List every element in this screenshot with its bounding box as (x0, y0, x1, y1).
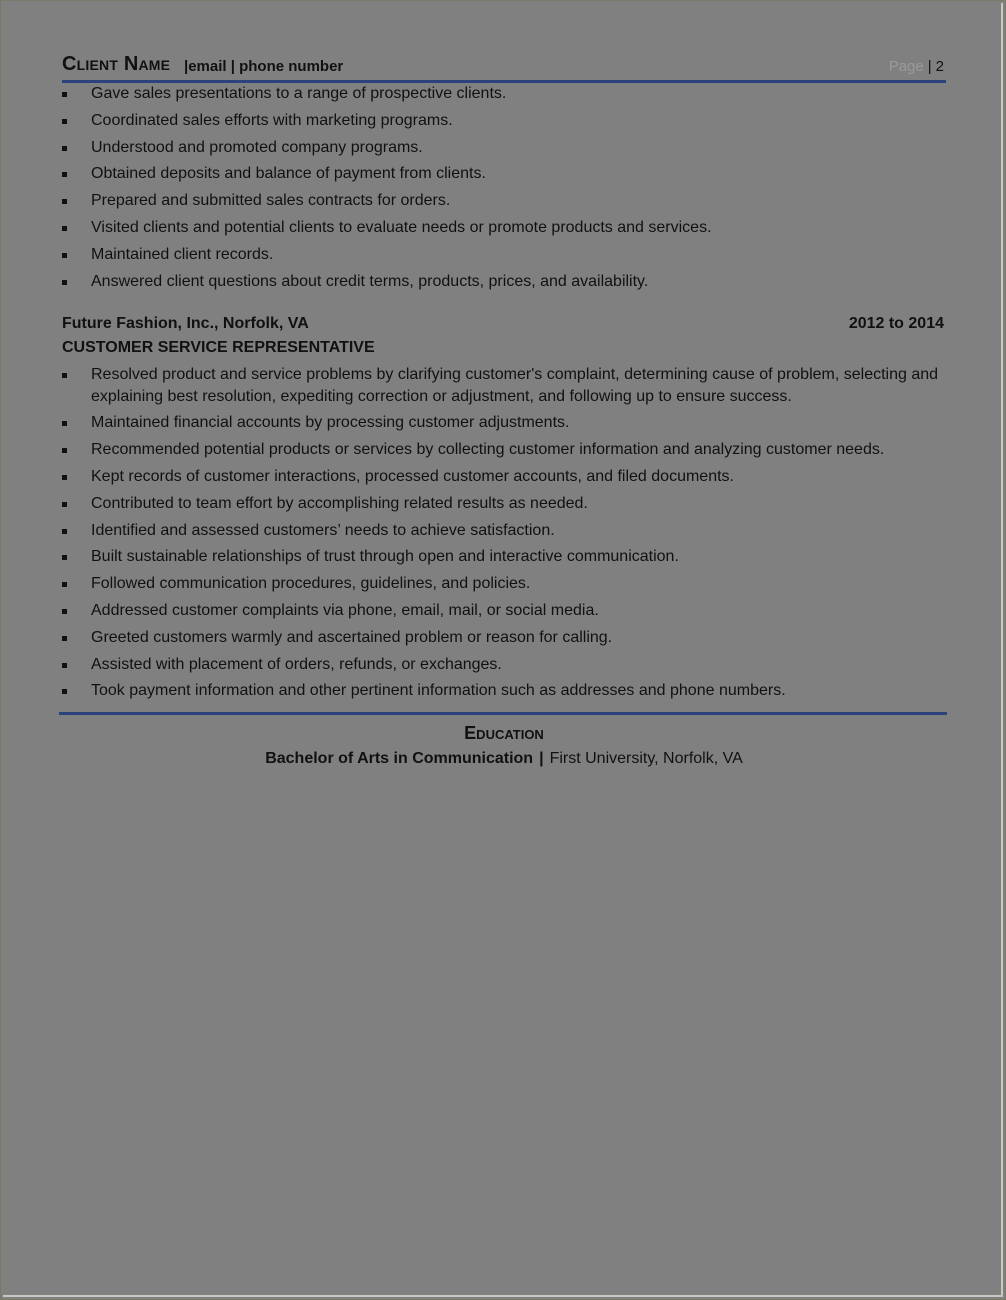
job-company: Future Fashion, Inc., Norfolk, VA (62, 314, 309, 332)
previous-job-bullets (62, 83, 946, 293)
page-header (62, 50, 946, 83)
list-item: Identified and assessed customers’ needs to achieve satisfaction. (62, 520, 946, 542)
list-item: Answered client questions about credit terms, products, prices, and availability. (62, 271, 946, 293)
job-title: CUSTOMER SERVICE REPRESENTATIVE (62, 338, 375, 356)
list-item: Visited clients and potential clients to evaluate needs or promote products and services. (62, 217, 946, 239)
list-item: Assisted with placement of orders, refunds, or exchanges. (62, 654, 946, 676)
list-item: Obtained deposits and balance of payment from clients. (62, 163, 946, 185)
list-item: Took payment information and other pertinent information such as addresses and phone numbers. (62, 680, 946, 702)
client-name: Client Name (62, 53, 171, 75)
list-item: Addressed customer complaints via phone, email, mail, or social media. (62, 600, 946, 622)
education-separator: | (539, 750, 544, 768)
list-item: Maintained financial accounts by processing customer adjustments. (62, 412, 946, 434)
education-heading: Education (464, 723, 544, 744)
list-item: Built sustainable relationships of trust through open and interactive communication. (62, 546, 946, 568)
list-item: Resolved product and service problems by clarifying customer's complaint, determining cause of problem, selecting and explaining best resolution, expediting correction or adjustment, and following up to ensure success. (62, 364, 946, 408)
page-label: Page (888, 58, 924, 75)
page-number-value: 2 (935, 58, 944, 75)
education-school: First University, Norfolk, VA (549, 750, 743, 768)
list-item: Maintained client records. (62, 244, 946, 266)
list-item: Coordinated sales efforts with marketing programs. (62, 110, 946, 132)
job-bullets (62, 364, 946, 703)
list-item: Greeted customers warmly and ascertained problem or reason for calling. (62, 627, 946, 649)
page-number (889, 58, 944, 75)
list-item: Understood and promoted company programs. (62, 137, 946, 159)
resume-page (62, 50, 946, 768)
list-item: Followed communication procedures, guidelines, and policies. (62, 573, 946, 595)
list-item: Gave sales presentations to a range of prospective clients. (62, 83, 946, 105)
list-item: Kept records of customer interactions, processed customer accounts, and filed documents. (62, 466, 946, 488)
section-divider (59, 712, 947, 715)
education-entry (62, 750, 946, 768)
job-header (62, 315, 946, 337)
page-separator: | (927, 58, 932, 75)
list-item: Recommended potential products or services by collecting customer information and analyzing customer needs. (62, 439, 946, 461)
contact-info: |email | phone number (184, 58, 344, 75)
list-item: Contributed to team effort by accomplishing related results as needed. (62, 493, 946, 515)
list-item: Prepared and submitted sales contracts for orders. (62, 190, 946, 212)
education-degree: Bachelor of Arts in Communication (265, 750, 534, 768)
job-dates: 2012 to 2014 (848, 314, 944, 332)
